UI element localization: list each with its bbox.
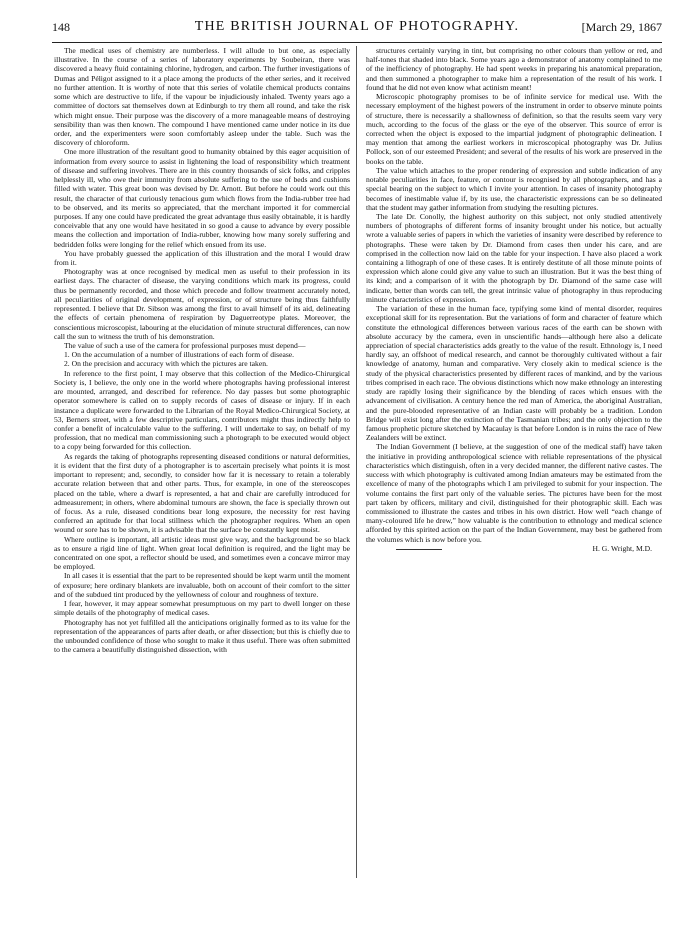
paragraph: 1. On the accumulation of a number of illustrations of each form of disease.	[64, 350, 295, 360]
author-signature: H. G. Wright, M.D.	[592, 543, 652, 553]
paragraph: The Indian Government (I believe, at the suggestion of one of the medical staff) have taken the initiative in providing anthropological science with reliable representations of the physical characteristics which distinguish, often in a very decided manner, the different native castes. The success with which photography is cultivated among Indian amateurs may be estimated from the excellence of many of the photographs which I am privileged to submit for your inspection. The volume contains the first part only of the valuable series. The pictures have been for the most part taken by officers, military and civil, distinguished for their photographic skill. Each was commissioned to illustrate the castes and tribes in his own district. How well “each change of many-coloured life he drew,” how valuable is the contribution to ethnology and medical science afforded by this spirited action on the part of the Indian Government, may best be gathered from the volumes which is now before you.	[366, 442, 662, 544]
paragraph: The medical uses of chemistry are numberless. I will allude to but one, as especially illustrative. In the course of a series of laboratory experiments by Soubeiran, there was discovered a heavy fluid containing chlorine, hydrogen, and carbon. The further investigations of Dumas and Péligot assigned to it a place among the products of the ether series, and it received no further attention. It is worthy of note that this series of volatile chemical products contains some which are destructive to life, if the vapour be injudiciously inhaled. Twenty years ago a committee of doctors sat themselves down at Edinburgh to try them all round, and take the risk which might ensue. Their purpose was the discovery of a more manageable means of destroying sensibility than was then known. The compound I have mentioned came under notice in its due order, and the experimenters were soon comfortably asleep under the table. Such was the discovery of chloroform.	[54, 46, 350, 148]
column-divider	[356, 46, 357, 878]
paragraph: The value which attaches to the proper rendering of expression and subtle indication of any notable peculiarities in face, feature, or contour is recognised by all photographers, and has a special bearing on the subject to which I invite your attention. In cases of insanity photography becomes of inestimable value if, by its use, the characteristic expressions can be so delineated that the student may gather information from studying the resulting pictures.	[366, 165, 662, 212]
paragraph: Photography has not yet fulfilled all the anticipations originally formed as to its value for the representation of the appearances of parts after death, or after dissection; but this is chiefly due to the unbounded confidence of those who sought to make it thus useful. There was often submitted to the camera a beautifully distinguished dissection, with	[54, 617, 350, 655]
signature-line	[366, 544, 662, 554]
paragraph: The value of such a use of the camera for professional purposes must depend—	[64, 341, 306, 350]
paragraph: 2. On the precision and accuracy with which the pictures are taken.	[64, 359, 268, 369]
header-rule	[52, 42, 662, 43]
paragraph: structures certainly varying in tint, but comprising no other colours than yellow or red, and half-tones that shaded into black. Some years ago a demonstrator of anatomy complained to me of the inefficiency of photography. He had spent weeks in preparing his anatomical preparation, and then summoned a photographer to make him a representation of the result of his work. I found that he did not even know what actinism meant!	[366, 46, 662, 92]
paragraph: The late Dr. Conolly, the highest authority on this subject, not only studied attentively numbers of photographs of different forms of insanity brought under his notice, but actually wrote a valuable series of papers in which the varieties of insanity were described by reference to photographs. These were taken by Dr. Diamond from cases then under his care, and are comprised in the collection now laid on the table for your inspection. I have also placed a work containing a lithograph of one of these cases. It is entirely destitute of all those minute points of expression which alone could give any value to such an illustration. But it was the best thing of its kind; and a comparison of it with the photograph by Dr. Diamond of the same case will indicate, better than words can tell, the great intrinsic value of photography in thus reproducing minute characteristics of expression.	[366, 211, 662, 304]
right-column	[366, 46, 662, 880]
page-number: 148	[52, 20, 70, 34]
paragraph: As regards the taking of photographs representing diseased conditions or natural deformities, it is evident that the first duty of a photographer is to ascertain precisely what points it is most important to represent; and, secondly, to consider how far it is necessary to retain a tolerably accurate relation between that and other parts. Thus, for example, in one of the stereoscopes placed on the table, where a dwarf is represented, a hat and chair are carefully introduced for admeasurement; in others, where abdominal tumours are shown, the face is specially thrown out of focus. As a rule, diseased conditions bear long exposure, the necessity for rest having conferred an aptitude for that local stillness which the photographer requires. When an open wound or sore has to be shown, it is advisable that the surface be constantly kept moist.	[54, 451, 350, 535]
paragraph: I fear, however, it may appear somewhat presumptuous on my part to dwell longer on these simple details of the photography of medical cases.	[54, 599, 350, 618]
journal-title: THE BRITISH JOURNAL OF PHOTOGRAPHY.	[194, 19, 520, 34]
paragraph: In all cases it is essential that the part to be represented should be kept warm until the moment of exposure; here ordinary blankets are invaluable, both on account of their comfort to the sitter and of the subdued tint produced by the yellowness of colour and roughness of texture.	[54, 571, 350, 599]
paragraph: You have probably guessed the application of this illustration and the moral I would draw from it.	[54, 248, 350, 268]
paragraph: One more illustration of the resultant good to humanity obtained by this eager acquisition of information from every source to assist in lightening the load of responsibility which treatment of disease and suffering involves. There are in this country thousands of sick folks, and cripples helplessly ill, who owe their immunity from absolute suffering to the use of beds and cushions filled with water. This great boon was devised by Dr. Arnott. But before he could work out this result, the character of that curiously tenacious gum which flows from the India-rubber tree had to be observed, and its merits so appreciated, that the merchant imported it for commercial purposes. If any one could have predicated the great advantage thus easily obtainable, it is hardly conceivable that any one would have hesitated in so good a cause to advance by every possible means the collection and importation of India-rubber, knowing how many sorely suffering and bedridden folks were longing for the relief which ensued from its use.	[54, 147, 350, 249]
left-column	[54, 46, 350, 880]
paragraph: The variation of these in the human face, typifying some kind of mental disorder, requires exceptional skill for its representation. But the variations of form and character of feature which constitute the ethnological differences between various races of the earth can be shown with absolute accuracy by the camera, even in unscientific hands—although here also a delicate appreciation of special characteristics adds greatly to the value of the result. Ethnology is, I need hardly say, an offshoot of medical research, and cannot be thoroughly cultivated without a fair knowledge of anatomy, human and comparative. Very closely akin to medical science is the study of the physical characteristics presented by different races of mankind, and by the various tribes comprised in each race. The obvious distinctions which now make ethnology an interesting study are rapidly losing their significance by the blending of races which ensues with the advancement of civilisation. A century hence the red man of America, the aboriginal Australian, and the pure-blooded representative of an Indian caste will probably be a tradition. London Bridge will exist long after the extinction of the Tasmanian tribes; and the only objection to the famous prophetic picture sketched by Macaulay is that before London is in ruins the race of New Zealanders will be extinct.	[366, 304, 662, 443]
paragraph: Where outline is important, all artistic ideas must give way, and the background be so black as to ensure a rigid line of light. When great local definition is required, and the light may be concentrated on one spot, a reflector should be used, and sometimes even a concave mirror may be employed.	[54, 534, 350, 572]
page-header	[52, 20, 662, 40]
signature-dash	[396, 549, 442, 550]
paragraph: In reference to the first point, I may observe that this collection of the Medico-Chirurgical Society is, I believe, the only one in the world where photographs having professional interest are mounted, arranged, and described for reference. No day passes but some photographic operator somewhere is called on to supply records of cases of disease or injury. If in each instance a duplicate were forwarded to the Librarian of the Royal Medico-Chirurgical Society, at 53, Berners street, with a few descriptive particulars, contributors might thus indirectly help to confer a benefit of incalculable value to the suffering. I will undertake to say, on behalf of my profession, that no medical man commissioning such a photograph to be executed would object to a copy being forwarded for this collection.	[54, 368, 350, 452]
paragraph: Photography was at once recognised by medical men as useful to their profession in its earliest days. The character of disease, the varying conditions which mark its progress, could thus be permanently recorded, and those which precede and follow treatment accurately noted, all peculiarities of original development, of expression, or of structure being thus faithfully represented. I believe that Dr. Sibson was among the first to avail himself of its aid, delineating the effects of certain phenomena of respiration by Daguerreotype plates. Moreover, the conscientious microscopist, labouring at the elucidation of minute structural differences, can now call the sun to witness the truth of his demonstration.	[54, 267, 350, 341]
paragraph: Microscopic photography promises to be of infinite service for medical use. With the necessary employment of the highest powers of the instrument in order to observe minute points of structure, there is necessarily a shallowness of definition, so that the results seem vary very much, according to the focus of the glass or the eye of the observer. This source of error is corrected when the object is exposed to the impartial judgment of photographic delineation. I may mention that among the earliest workers in microscopical photography was Dr. Julius Pollock, son of our esteemed President; and several of the results of his work are preserved in the books on the table.	[366, 92, 662, 166]
issue-date: [March 29, 1867	[581, 20, 662, 34]
